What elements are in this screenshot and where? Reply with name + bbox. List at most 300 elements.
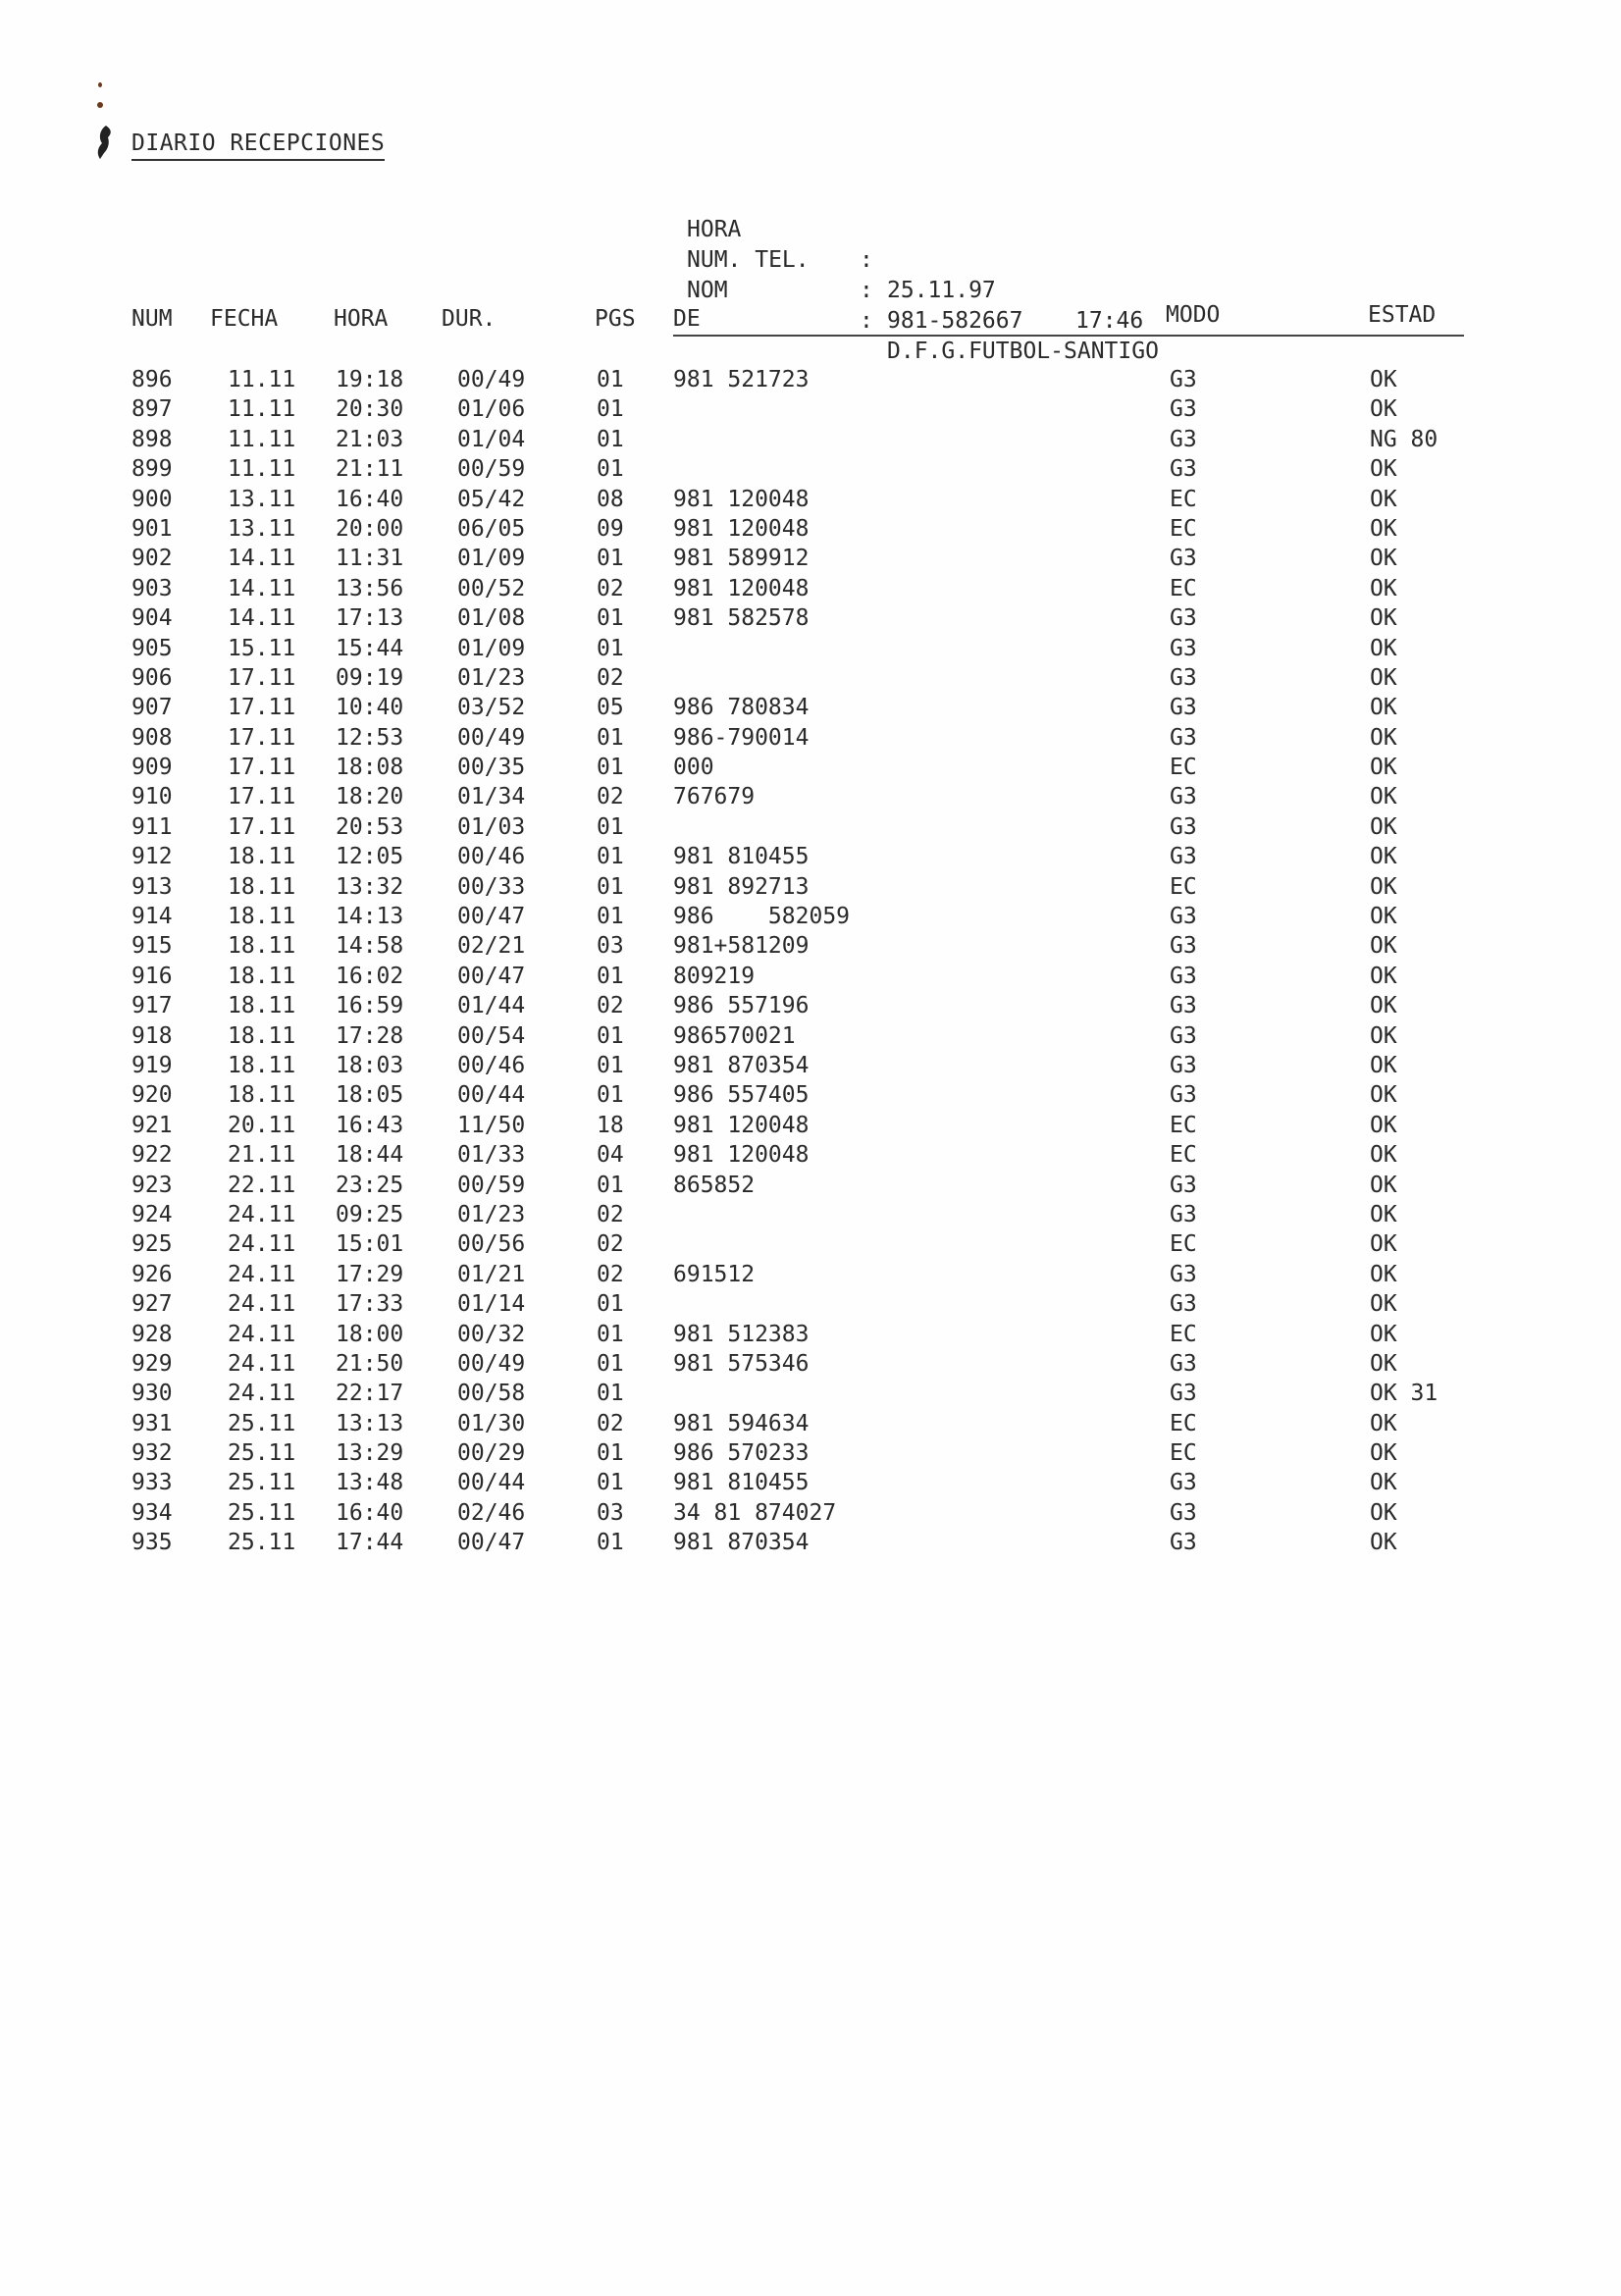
table-row (0, 544, 1621, 573)
cell-estad: OK (1370, 1112, 1397, 1138)
cell-modo: G3 (1170, 635, 1197, 661)
cell-modo: G3 (1170, 813, 1197, 840)
table-row (0, 1379, 1621, 1408)
cell-de: 986 780834 (673, 695, 810, 721)
table-row (0, 902, 1621, 931)
column-header-modo: MODO (1166, 302, 1221, 328)
table-row (0, 663, 1621, 693)
table-row (0, 454, 1621, 484)
cell-fecha: 11.11 (228, 396, 296, 423)
cell-pgs: 04 (597, 1142, 624, 1169)
cell-hora: 15:01 (336, 1231, 404, 1258)
cell-modo: G3 (1170, 1350, 1197, 1377)
cell-de: 981 120048 (673, 575, 810, 601)
cell-dur: 02/46 (457, 1499, 526, 1526)
table-row (0, 1140, 1621, 1170)
cell-modo: EC (1170, 755, 1197, 781)
cell-fecha: 11.11 (228, 426, 296, 452)
cell-modo: G3 (1170, 546, 1197, 572)
cell-pgs: 01 (597, 1530, 624, 1556)
header-value: 981-582667 (887, 308, 1023, 334)
cell-modo: G3 (1170, 1530, 1197, 1556)
cell-de: 981 582578 (673, 605, 810, 632)
cell-modo: G3 (1170, 904, 1197, 930)
cell-num: 935 (131, 1530, 173, 1556)
cell-fecha: 17.11 (228, 784, 296, 810)
header-value: 25.11.97 (887, 278, 996, 303)
cell-modo: EC (1170, 515, 1197, 542)
cell-dur: 00/46 (457, 844, 526, 870)
cell-pgs: 01 (597, 1381, 624, 1407)
cell-dur: 00/29 (457, 1440, 526, 1467)
cell-pgs: 01 (597, 1022, 624, 1049)
cell-estad: OK (1370, 1052, 1397, 1078)
cell-estad: OK (1370, 695, 1397, 721)
cell-de: 981 120048 (673, 1142, 810, 1169)
cell-hora: 13:48 (336, 1470, 404, 1496)
cell-de: 981 120048 (673, 486, 810, 512)
cell-modo: G3 (1170, 963, 1197, 989)
cell-fecha: 18.11 (228, 1082, 296, 1109)
table-row (0, 634, 1621, 663)
cell-num: 898 (131, 426, 173, 452)
cell-estad: OK (1370, 575, 1397, 601)
table-row (0, 574, 1621, 603)
table-row (0, 1409, 1621, 1438)
cell-hora: 12:53 (336, 724, 404, 751)
cell-modo: G3 (1170, 367, 1197, 392)
cell-hora: 16:43 (336, 1112, 404, 1138)
paper-speck (97, 102, 103, 108)
cell-pgs: 01 (597, 456, 624, 483)
cell-fecha: 17.11 (228, 695, 296, 721)
table-row (0, 1260, 1621, 1289)
cell-num: 907 (131, 695, 173, 721)
cell-pgs: 01 (597, 635, 624, 661)
cell-dur: 01/08 (457, 605, 526, 632)
cell-pgs: 01 (597, 1291, 624, 1318)
cell-dur: 00/46 (457, 1052, 526, 1078)
cell-pgs: 01 (597, 426, 624, 452)
cell-fecha: 22.11 (228, 1172, 296, 1198)
cell-dur: 03/52 (457, 695, 526, 721)
cell-fecha: 18.11 (228, 963, 296, 989)
cell-estad: OK (1370, 1291, 1397, 1318)
cell-pgs: 01 (597, 605, 624, 632)
cell-num: 920 (131, 1082, 173, 1109)
cell-dur: 00/52 (457, 575, 526, 601)
cell-fecha: 11.11 (228, 456, 296, 483)
table-row (0, 1171, 1621, 1200)
cell-estad: OK (1370, 635, 1397, 661)
cell-modo: G3 (1170, 724, 1197, 751)
cell-fecha: 24.11 (228, 1291, 296, 1318)
cell-hora: 20:00 (336, 515, 404, 542)
cell-de: 986 557405 (673, 1082, 810, 1109)
cell-fecha: 20.11 (228, 1112, 296, 1138)
cell-hora: 16:59 (336, 993, 404, 1019)
cell-fecha: 24.11 (228, 1321, 296, 1347)
cell-modo: EC (1170, 575, 1197, 601)
cell-estad: OK (1370, 396, 1397, 423)
header-colon: : (860, 278, 873, 303)
cell-pgs: 01 (597, 396, 624, 423)
table-row (0, 1349, 1621, 1379)
header-time: 17:46 (1075, 308, 1144, 334)
cell-de: 000 (673, 755, 714, 781)
cell-fecha: 13.11 (228, 515, 296, 542)
table-row (0, 603, 1621, 633)
cell-modo: G3 (1170, 933, 1197, 960)
cell-pgs: 01 (597, 1350, 624, 1377)
header-label: NUM. TEL. (687, 247, 810, 273)
table-row (0, 425, 1621, 454)
cell-dur: 01/09 (457, 546, 526, 572)
cell-num: 908 (131, 724, 173, 751)
cell-estad: OK (1370, 486, 1397, 512)
cell-modo: G3 (1170, 664, 1197, 691)
cell-de: 981 575346 (673, 1350, 810, 1377)
cell-modo: EC (1170, 1112, 1197, 1138)
cell-num: 931 (131, 1410, 173, 1436)
cell-estad: OK (1370, 1499, 1397, 1526)
cell-hora: 15:44 (336, 635, 404, 661)
cell-de: 986 557196 (673, 993, 810, 1019)
cell-modo: G3 (1170, 1261, 1197, 1287)
cell-de: 986 570233 (673, 1440, 810, 1467)
cell-pgs: 01 (597, 1470, 624, 1496)
cell-dur: 00/32 (457, 1321, 526, 1347)
cell-hora: 10:40 (336, 695, 404, 721)
cell-dur: 00/44 (457, 1082, 526, 1109)
cell-estad: OK (1370, 1022, 1397, 1049)
cell-num: 906 (131, 664, 173, 691)
cell-hora: 17:29 (336, 1261, 404, 1287)
cell-num: 904 (131, 605, 173, 632)
cell-fecha: 14.11 (228, 575, 296, 601)
cell-fecha: 24.11 (228, 1381, 296, 1407)
cell-hora: 18:00 (336, 1321, 404, 1347)
table-row (0, 1111, 1621, 1140)
cell-hora: 13:32 (336, 873, 404, 900)
cell-fecha: 25.11 (228, 1499, 296, 1526)
cell-pgs: 09 (597, 515, 624, 542)
cell-de: 981 870354 (673, 1530, 810, 1556)
header-colon: : (860, 308, 873, 334)
cell-estad: OK 31 (1370, 1381, 1438, 1407)
cell-dur: 00/49 (457, 724, 526, 751)
table-row (0, 1229, 1621, 1259)
cell-dur: 00/33 (457, 873, 526, 900)
cell-pgs: 01 (597, 1172, 624, 1198)
cell-dur: 00/58 (457, 1381, 526, 1407)
cell-estad: OK (1370, 844, 1397, 870)
cell-pgs: 02 (597, 1231, 624, 1258)
cell-de: 981 589912 (673, 546, 810, 572)
cell-modo: G3 (1170, 844, 1197, 870)
cell-num: 905 (131, 635, 173, 661)
cell-hora: 16:40 (336, 1499, 404, 1526)
table-row (0, 365, 1621, 394)
cell-num: 917 (131, 993, 173, 1019)
cell-estad: OK (1370, 813, 1397, 840)
cell-modo: EC (1170, 1142, 1197, 1169)
cell-num: 902 (131, 546, 173, 572)
table-row (0, 1289, 1621, 1319)
cell-modo: G3 (1170, 1052, 1197, 1078)
cell-fecha: 14.11 (228, 605, 296, 632)
cell-hora: 17:33 (336, 1291, 404, 1318)
header-value: D.F.G.FUTBOL-SANTIGO (887, 339, 1159, 364)
cell-modo: G3 (1170, 1022, 1197, 1049)
cell-num: 912 (131, 844, 173, 870)
cell-dur: 00/35 (457, 755, 526, 781)
cell-estad: OK (1370, 1440, 1397, 1467)
cell-hora: 23:25 (336, 1172, 404, 1198)
table-row (0, 812, 1621, 842)
cell-hora: 14:58 (336, 933, 404, 960)
cell-pgs: 02 (597, 1201, 624, 1227)
cell-modo: G3 (1170, 784, 1197, 810)
cell-estad: OK (1370, 1350, 1397, 1377)
cell-dur: 11/50 (457, 1112, 526, 1138)
cell-dur: 01/30 (457, 1410, 526, 1436)
cell-fecha: 24.11 (228, 1201, 296, 1227)
cell-hora: 13:56 (336, 575, 404, 601)
table-row (0, 485, 1621, 514)
cell-modo: G3 (1170, 695, 1197, 721)
cell-dur: 01/23 (457, 1201, 526, 1227)
cell-num: 914 (131, 904, 173, 930)
cell-de: 34 81 874027 (673, 1499, 837, 1526)
cell-estad: OK (1370, 1201, 1397, 1227)
cell-num: 923 (131, 1172, 173, 1198)
cell-hora: 09:19 (336, 664, 404, 691)
cell-dur: 01/33 (457, 1142, 526, 1169)
cell-hora: 21:11 (336, 456, 404, 483)
cell-num: 911 (131, 813, 173, 840)
cell-dur: 01/34 (457, 784, 526, 810)
cell-hora: 09:25 (336, 1201, 404, 1227)
cell-fecha: 21.11 (228, 1142, 296, 1169)
cell-de: 986570021 (673, 1022, 796, 1049)
cell-de: 767679 (673, 784, 756, 810)
cell-estad: OK (1370, 963, 1397, 989)
cell-fecha: 17.11 (228, 724, 296, 751)
cell-modo: EC (1170, 1231, 1197, 1258)
cell-num: 900 (131, 486, 173, 512)
cell-fecha: 17.11 (228, 813, 296, 840)
cell-pgs: 03 (597, 1499, 624, 1526)
cell-hora: 21:50 (336, 1350, 404, 1377)
column-header-row (0, 302, 1621, 338)
cell-de: 981 521723 (673, 367, 810, 392)
cell-hora: 18:03 (336, 1052, 404, 1078)
cell-pgs: 02 (597, 1261, 624, 1287)
cell-estad: OK (1370, 1410, 1397, 1436)
table-row (0, 962, 1621, 991)
cell-num: 932 (131, 1440, 173, 1467)
cell-dur: 02/21 (457, 933, 526, 960)
cell-hora: 18:20 (336, 784, 404, 810)
cell-de: 809219 (673, 963, 756, 989)
cell-dur: 00/59 (457, 456, 526, 483)
cell-fecha: 18.11 (228, 1052, 296, 1078)
cell-num: 925 (131, 1231, 173, 1258)
cell-hora: 13:13 (336, 1410, 404, 1436)
cell-de: 981 512383 (673, 1321, 810, 1347)
cell-modo: G3 (1170, 1201, 1197, 1227)
cell-hora: 12:05 (336, 844, 404, 870)
cell-estad: OK (1370, 515, 1397, 542)
cell-estad: OK (1370, 664, 1397, 691)
column-header-hora: HORA (334, 306, 389, 332)
cell-modo: G3 (1170, 1381, 1197, 1407)
cell-pgs: 01 (597, 724, 624, 751)
cell-fecha: 18.11 (228, 1022, 296, 1049)
cell-de: 981 810455 (673, 844, 810, 870)
cell-num: 926 (131, 1261, 173, 1287)
cell-hora: 13:29 (336, 1440, 404, 1467)
table-row (0, 1498, 1621, 1528)
cell-num: 910 (131, 784, 173, 810)
cell-hora: 17:44 (336, 1530, 404, 1556)
cell-estad: OK (1370, 546, 1397, 572)
cell-estad: OK (1370, 1082, 1397, 1109)
cell-pgs: 05 (597, 695, 624, 721)
cell-modo: G3 (1170, 605, 1197, 632)
cell-dur: 00/47 (457, 904, 526, 930)
cell-estad: OK (1370, 1142, 1397, 1169)
cell-pgs: 01 (597, 904, 624, 930)
table-row (0, 1200, 1621, 1229)
cell-fecha: 15.11 (228, 635, 296, 661)
cell-fecha: 11.11 (228, 367, 296, 392)
cell-pgs: 08 (597, 486, 624, 512)
cell-fecha: 17.11 (228, 664, 296, 691)
cell-estad: OK (1370, 755, 1397, 781)
cell-dur: 00/49 (457, 367, 526, 392)
table-row (0, 753, 1621, 782)
header-label: HORA (687, 217, 742, 242)
cell-num: 903 (131, 575, 173, 601)
cell-hora: 11:31 (336, 546, 404, 572)
cell-hora: 14:13 (336, 904, 404, 930)
cell-num: 918 (131, 1022, 173, 1049)
table-row (0, 1438, 1621, 1468)
cell-pgs: 02 (597, 575, 624, 601)
cell-hora: 22:17 (336, 1381, 404, 1407)
cell-estad: NG 80 (1370, 426, 1438, 452)
cell-pgs: 01 (597, 1440, 624, 1467)
cell-pgs: 01 (597, 963, 624, 989)
cell-modo: G3 (1170, 993, 1197, 1019)
cell-de: 986-790014 (673, 724, 810, 751)
cell-hora: 16:40 (336, 486, 404, 512)
cell-dur: 01/44 (457, 993, 526, 1019)
cell-estad: OK (1370, 367, 1397, 392)
cell-fecha: 18.11 (228, 844, 296, 870)
cell-modo: EC (1170, 1321, 1197, 1347)
cell-modo: G3 (1170, 396, 1197, 423)
cell-pgs: 01 (597, 755, 624, 781)
table-row (0, 1080, 1621, 1110)
reception-log-table (0, 365, 1621, 1558)
cell-estad: OK (1370, 993, 1397, 1019)
cell-de: 981 120048 (673, 515, 810, 542)
cell-num: 922 (131, 1142, 173, 1169)
cell-dur: 01/03 (457, 813, 526, 840)
table-row (0, 514, 1621, 544)
table-row (0, 931, 1621, 961)
cell-pgs: 01 (597, 813, 624, 840)
cell-estad: OK (1370, 873, 1397, 900)
cell-pgs: 02 (597, 664, 624, 691)
cell-num: 909 (131, 755, 173, 781)
column-header-num: NUM (131, 306, 173, 332)
cell-pgs: 18 (597, 1112, 624, 1138)
table-row (0, 1320, 1621, 1349)
cell-estad: OK (1370, 1261, 1397, 1287)
cell-dur: 00/59 (457, 1172, 526, 1198)
cell-hora: 18:05 (336, 1082, 404, 1109)
cell-modo: EC (1170, 1410, 1197, 1436)
cell-dur: 00/44 (457, 1470, 526, 1496)
cell-num: 916 (131, 963, 173, 989)
column-header-estad: ESTAD (1368, 302, 1437, 328)
cell-pgs: 01 (597, 1082, 624, 1109)
cell-dur: 01/23 (457, 664, 526, 691)
cell-hora: 20:30 (336, 396, 404, 423)
cell-pgs: 02 (597, 784, 624, 810)
cell-dur: 00/49 (457, 1350, 526, 1377)
cell-fecha: 24.11 (228, 1261, 296, 1287)
cell-estad: OK (1370, 1530, 1397, 1556)
cell-modo: G3 (1170, 426, 1197, 452)
cell-fecha: 13.11 (228, 486, 296, 512)
cell-fecha: 17.11 (228, 755, 296, 781)
cell-estad: OK (1370, 1470, 1397, 1496)
cell-hora: 18:44 (336, 1142, 404, 1169)
cell-estad: OK (1370, 784, 1397, 810)
table-row (0, 782, 1621, 811)
cell-hora: 20:53 (336, 813, 404, 840)
cell-num: 901 (131, 515, 173, 542)
cell-hora: 16:02 (336, 963, 404, 989)
cell-hora: 17:28 (336, 1022, 404, 1049)
cell-num: 928 (131, 1321, 173, 1347)
cell-dur: 01/09 (457, 635, 526, 661)
cell-hora: 17:13 (336, 605, 404, 632)
cell-pgs: 01 (597, 367, 624, 392)
header-rule (673, 335, 1464, 337)
table-row (0, 842, 1621, 871)
cell-de: 981 120048 (673, 1112, 810, 1138)
cell-modo: EC (1170, 1440, 1197, 1467)
header-label: NOM (687, 278, 728, 303)
cell-fecha: 25.11 (228, 1470, 296, 1496)
cell-fecha: 25.11 (228, 1440, 296, 1467)
cell-num: 934 (131, 1499, 173, 1526)
cell-estad: OK (1370, 933, 1397, 960)
cell-modo: EC (1170, 873, 1197, 900)
cell-num: 899 (131, 456, 173, 483)
cell-hora: 18:08 (336, 755, 404, 781)
cell-modo: EC (1170, 486, 1197, 512)
table-row (0, 1468, 1621, 1497)
cell-de: 981 870354 (673, 1052, 810, 1078)
table-row (0, 991, 1621, 1020)
